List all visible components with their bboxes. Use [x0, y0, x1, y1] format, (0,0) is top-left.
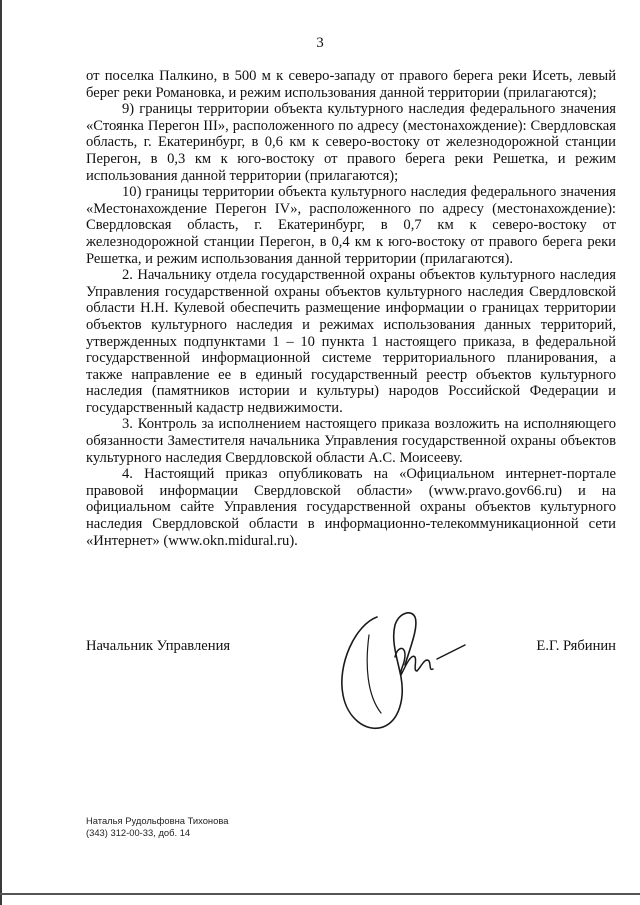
executor-info — [86, 815, 228, 839]
signatory-name: Е.Г. Рябинин — [536, 638, 616, 654]
executor-phone: (343) 312-00-33, доб. 14 — [86, 827, 191, 838]
page-edge — [0, 0, 2, 905]
paragraph: 10) границы территории объекта культурного наследия федерального значения «Местонахождение Перегон IV», расположенного по адресу (местонахождение): Свердловская область, г. Екатеринбург, в 0,7 км к северо-востоку от железнодорожной станции Перегон, в 0,4 км к юго-востоку от правого берега реки Решетка, и режим использования данной территории (прилагаются). — [86, 184, 616, 267]
paragraph: 3. Контроль за исполнением настоящего приказа возложить на исполняющего обязанности Заместителя начальника Управления государственной охраны объектов культурного наследия Свердловской области А.С. Моисееву. — [86, 416, 616, 466]
page-number: 3 — [316, 35, 324, 51]
executor-name: Наталья Рудольфовна Тихонова — [86, 815, 229, 826]
paragraph: 9) границы территории объекта культурного наследия федерального значения «Стоянка Перегон III», расположенного по адресу (местонахождение): Свердловская область, г. Екатеринбург, в 0,6 км к северо-востоку от железнодорожной станции Перегон, в 0,3 км к юго-востоку от правого берега реки Решетка, и режим использования данной территории (прилагаются); — [86, 101, 616, 184]
paragraph: от поселка Палкино, в 500 м к северо-западу от правого берега реки Исеть, левый берег реки Романовка, и режим использования данной территории (прилагаются); — [86, 68, 616, 101]
document-body — [86, 68, 616, 549]
paragraph: 4. Настоящий приказ опубликовать на «Официальном интернет-портале правовой информации Свердловской области» (www.pravo.gov66.ru) и на официальном сайте Управления государственной охраны объектов культурного наследия Свердловской области в информационно-телекоммуникационной сети «Интернет» (www.okn.midural.ru). — [86, 466, 616, 549]
paragraph: 2. Начальнику отдела государственной охраны объектов культурного наследия Управления государственной охраны объектов культурного наследия Свердловской области Н.Н. Кулевой обеспечить размещение информации о границах территории объектов культурного наследия и режимах использования данных территорий, утвержденных подпунктами 1 – 10 пункта 1 настоящего приказа, в федеральной государственной информационной системе территориального планирования, а также направление ее в единый государственный реестр объектов культурного наследия (памятников истории и культуры) народов Российской Федерации и государственный кадастр недвижимости. — [86, 267, 616, 416]
signatory-title: Начальник Управления — [86, 638, 231, 654]
handwritten-signature — [325, 595, 475, 745]
page-edge — [0, 893, 640, 895]
